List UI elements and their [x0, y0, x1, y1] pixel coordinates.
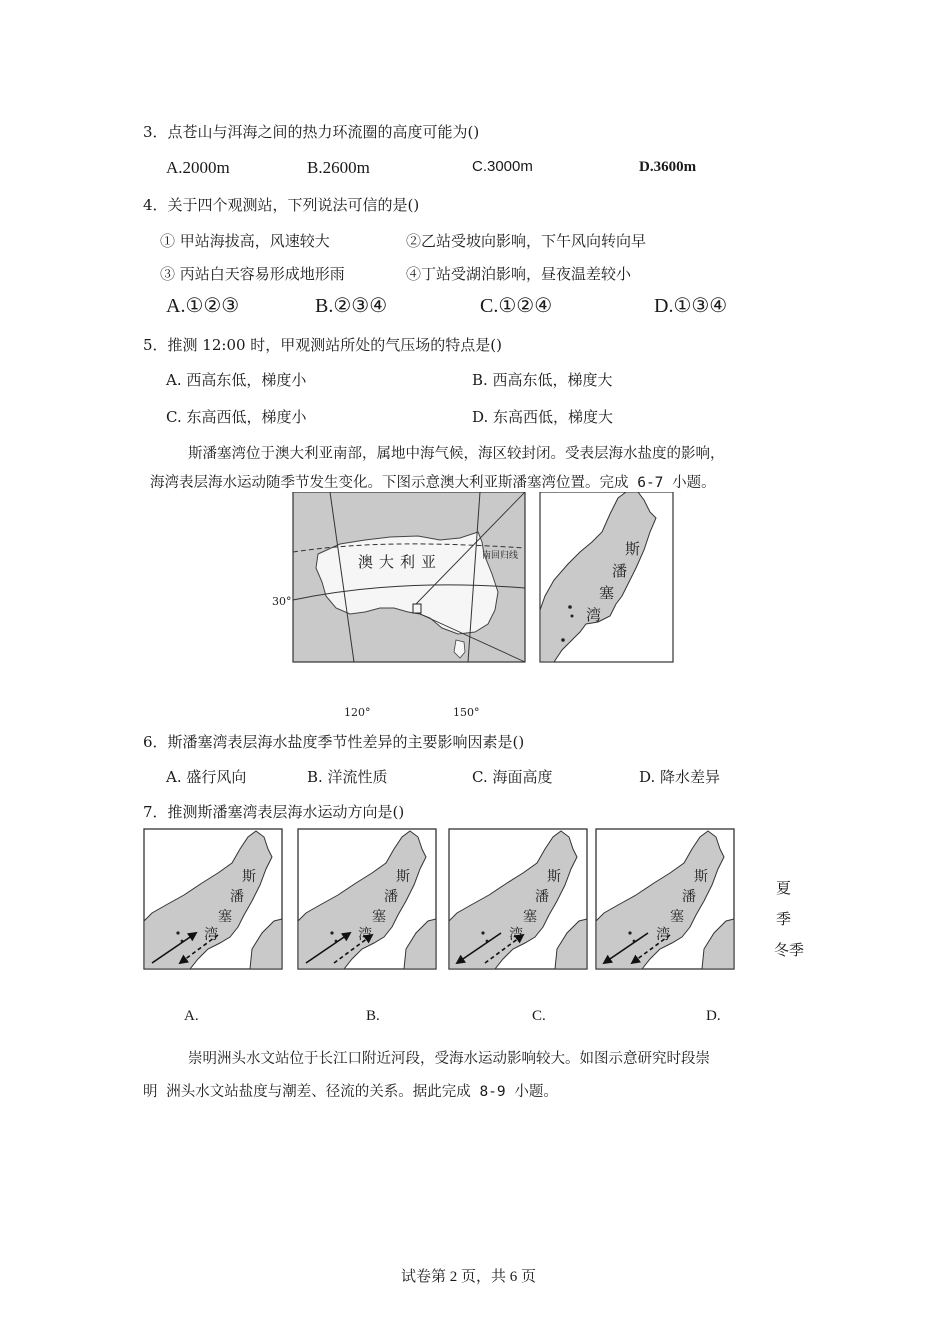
q4-statement-2: ②乙站受坡向影响，下午风向转向早	[406, 232, 647, 250]
map-lon-label-120: 120°	[344, 706, 371, 719]
q3-option-b[interactable]: B.2600m	[307, 158, 370, 177]
legend-summer-char2: 季	[776, 910, 792, 928]
q4-statement-3: ③ 丙站白天容易形成地形雨	[160, 265, 345, 283]
q6-option-a[interactable]: A. 盛行风向	[166, 768, 247, 786]
q5-option-a[interactable]: A. 西高东低，梯度小	[166, 371, 307, 389]
inset-gulf-char-1: 斯	[625, 540, 641, 558]
q4-option-a[interactable]: A.①②③	[166, 295, 240, 317]
q4-stem: 4．关于四个观测站，下列说法可信的是()	[143, 196, 420, 214]
q3-option-a[interactable]: A.2000m	[166, 158, 230, 177]
passage2-line1: 崇明洲头水文站位于长江口附近河段，受海水运动影响较大。如图示意研究时段崇	[188, 1051, 710, 1067]
passage2-line2: 明 洲头水文站盐度与潮差、径流的关系。据此完成 8-9 小题。	[143, 1084, 558, 1100]
map-lat-label: 30°	[272, 595, 292, 608]
q7-map-c	[449, 829, 587, 969]
q5-option-c[interactable]: C. 东高西低，梯度小	[166, 408, 307, 426]
q7-label-a[interactable]: A.	[184, 1008, 199, 1024]
q3-stem: 3．点苍山与洱海之间的热力环流圈的高度可能为()	[143, 123, 480, 141]
legend-winter: 冬季	[774, 941, 805, 959]
q4-option-c[interactable]: C.①②④	[480, 295, 553, 317]
q7-label-b[interactable]: B.	[366, 1008, 380, 1024]
q7-label-c[interactable]: C.	[532, 1008, 546, 1024]
legend-summer-char1: 夏	[776, 879, 792, 897]
inset-gulf-char-4: 湾	[586, 606, 602, 624]
q7-map-d	[596, 829, 734, 969]
q5-stem: 5．推测 12:00 时，甲观测站所处的气压场的特点是()	[143, 336, 503, 354]
map-country-label: 澳大利亚	[358, 553, 443, 571]
q7-map-b	[298, 829, 436, 969]
q6-option-b[interactable]: B. 洋流性质	[307, 768, 388, 786]
passage1-line2: 海湾表层海水运动随季节发生变化。下图示意澳大利亚斯潘塞湾位置。完成 6-7 小题。	[150, 475, 716, 491]
q6-option-c[interactable]: C. 海面高度	[472, 768, 553, 786]
australia-location-map	[270, 492, 680, 722]
inset-gulf-char-2: 潘	[612, 562, 628, 580]
inset-gulf-char-3: 塞	[599, 584, 615, 602]
q5-option-b[interactable]: B. 西高东低，梯度大	[472, 371, 613, 389]
q7-option-maps	[140, 826, 740, 972]
map-tropic-label: 南回归线	[482, 551, 519, 561]
q7-label-d[interactable]: D.	[706, 1008, 721, 1024]
q6-option-d[interactable]: D. 降水差异	[639, 768, 721, 786]
q7-map-a	[144, 829, 282, 969]
page-footer: 试卷第 2 页，共 6 页	[401, 1269, 537, 1285]
q5-option-d[interactable]: D. 东高西低，梯度大	[472, 408, 614, 426]
q3-option-c[interactable]: C.3000m	[472, 158, 533, 175]
q3-option-d[interactable]: D.3600m	[639, 159, 697, 175]
q6-stem: 6．斯潘塞湾表层海水盐度季节性差异的主要影响因素是()	[143, 733, 525, 751]
q4-option-d[interactable]: D.①③④	[654, 295, 728, 317]
passage1-line1: 斯潘塞湾位于澳大利亚南部，属地中海气候，海区较封闭。受表层海水盐度的影响，	[188, 446, 725, 462]
q4-option-b[interactable]: B.②③④	[315, 295, 388, 317]
q4-statement-1: ① 甲站海拔高，风速较大	[160, 232, 330, 250]
q4-statement-4: ④丁站受湖泊影响，昼夜温差较小	[406, 265, 632, 283]
map-lon-label-150: 150°	[453, 706, 480, 719]
q7-stem: 7．推测斯潘塞湾表层海水运动方向是()	[143, 803, 405, 821]
